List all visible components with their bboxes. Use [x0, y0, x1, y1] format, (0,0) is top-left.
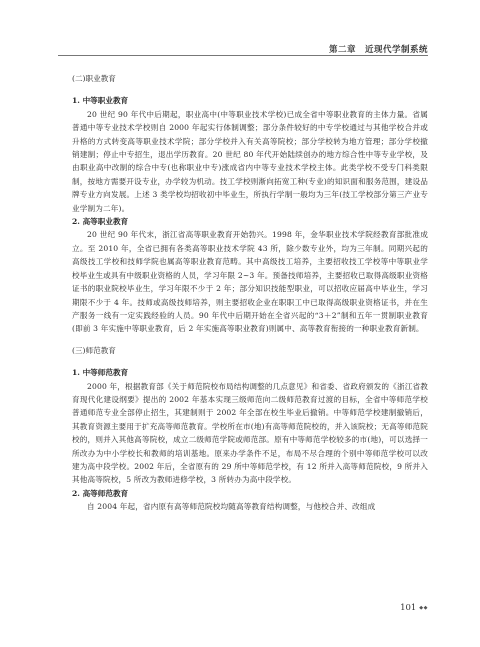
chapter-header: 第二章 近现代学制系统	[328, 45, 428, 55]
page-footer	[400, 603, 428, 613]
subsection-title: 2. 高等职业教育	[72, 217, 129, 227]
page-number: 101	[400, 603, 417, 613]
subsection-title: 1. 中等职业教育	[72, 96, 129, 106]
subsection-title: 1. 中等师范教育	[72, 368, 129, 378]
paragraph: 20 世纪 90 年代末，浙江省高等职业教育开始勃兴。1998 年，金华职业技术学院经教育部批准成立。至 2010 年，全省已拥有各类高等职业技术学院 43 所，除少数专业外，均为三年制。同期兴起的高级技工学校和技师学院也属高等职业教育范畴。其中高级技工培养，主要招收技工学校等中等职业学校毕业生或具有中级职业资格的人员，学习年限 2~3 年。预备技师培养，主要招收已取得高级职业资格证书的职业院校毕业生，学习年限不少于 2 年；部分知识技能型职业，可以招收应届高中毕业生，学习期限不少于 4 年。技师或高级技师培养，则主要招收企业在职职工中已取得高级职业资格证书，并在生产服务一线有一定实践经验的人员。90 年代中后期开始在全省兴起的“3＋2”制和五年一贯制职业教育(即前 3 年实施中等职业教育，后 2 年实施高等职业教育)则属中、高等教育衔接的一种职业教育新制。	[72, 230, 428, 334]
header-rule	[58, 55, 428, 56]
section-normal-heading: (三)师范教育	[72, 345, 116, 355]
page-body	[72, 72, 428, 514]
footer-ornament: ◆◆	[419, 604, 428, 611]
paragraph: 20 世纪 90 年代中后期起，职业高中(中等职业技术学校)已成全省中等职业教育的主体力量。省属普通中等专业技术学校则自 2000 年起实行体制调整；部分条件较好的中专学校通过与其他学校合并或升格的方式转变高等职业技术学院；部分学校并入有关高等院校；部分学校转为地方管理；部分学校撤销建制；停止中专招生，退出学历教育。20 世纪 80 年代开始陆续创办的地方综合性中等专业学校，及由职业高中改制的综合中专(也称职业中专)涨成省内中等专业技术学校主体。此类学校不受专门科类限制，按地方需要开设专业，办学较为机动。技工学校则渐向拓宽工种(专业)的知识面和服务范围，建设品牌专业方向发展。上述 3 类学校均招收初中毕业生，所执行学制一般均为三年(技工学校部分第三产业专业学制为二年)。	[72, 109, 428, 213]
section-vocational-heading: (二)职业教育	[72, 74, 116, 83]
subsection-title: 2. 高等师范教育	[72, 488, 129, 498]
paragraph: 自 2004 年起，省内原有高等师范院校均随高等教育结构调整，与他校合并、改组成	[87, 502, 376, 512]
paragraph: 2000 年，根据教育部《关于师范院校布局结构调整的几点意见》和省委、省政府颁发的《浙江省教育现代化建设纲要》提出的 2002 年基本实现三级师范向二级师范教育过渡的目标，全省中等师范学校普通师范专业全部停止招生，其建制则于 2002 年全部在校生毕业后撤销。中等师范学校建制撤销后，其教育资源主要用于扩充高等师范教育。学校所在市(地)有高等师范院校的，并入该院校；无高等师范院校的，则并入其他高等院校，成立二级师范学院或师范部。原有中等师范学校较多的市(地)，可以选择一所改办为中小学校长和教师的培训基地。原来办学条件不足，布局不尽合理的个别中等师范学校可以改建为高中段学校。2002 年后，全省原有的 29 所中等师范学校，有 12 所并入高等师范院校，9 所并入其他高等院校，5 所改为教师进修学校，3 所转办为高中段学校。	[72, 381, 428, 485]
